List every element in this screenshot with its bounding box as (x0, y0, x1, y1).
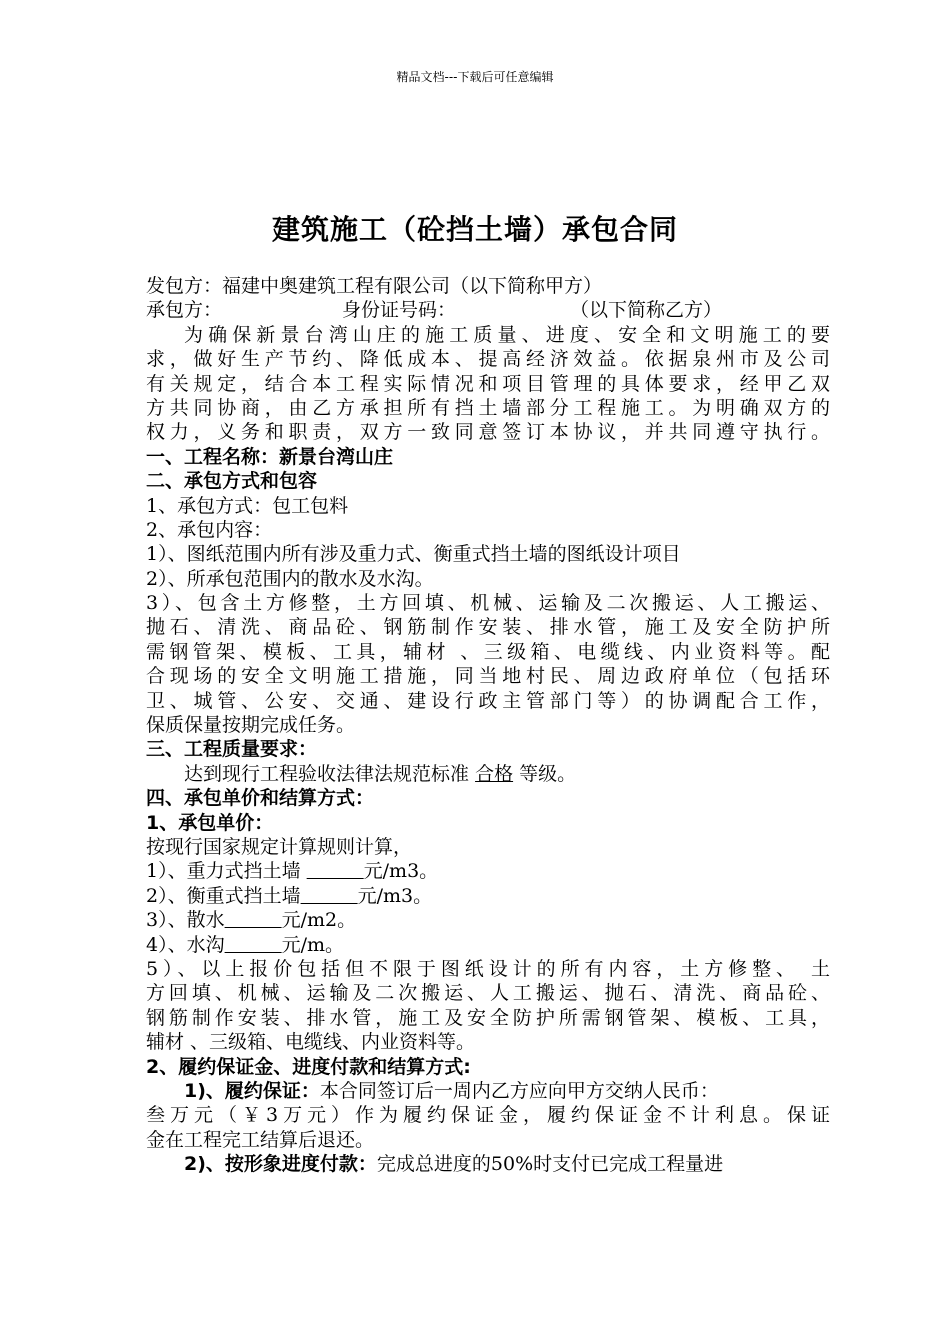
price-blank (225, 934, 282, 956)
price-scope-line: 辅材 、三级箱、电缆线、内业资料等。 (146, 1031, 476, 1054)
section-heading-1: 一、工程名称：新景台湾山庄 (146, 445, 394, 468)
progress-text: 完成总进度的50%时支付已完成工程量进 (376, 1153, 724, 1176)
content-item-line: 需钢管架、模板、工具，辅材 、三级箱、电缆线、内业资料等。配 (146, 640, 830, 663)
id-number-label: 身份证号码： (342, 299, 457, 322)
price-label: 1）、重力式挡土墙 (146, 860, 301, 883)
party-b (146, 298, 830, 322)
price-row (146, 908, 830, 932)
performance-bond (146, 1079, 830, 1103)
price-blank (301, 885, 358, 907)
price-scope-line: 方回填、机械、运输及二次搬运、人工搬运、抛石、清洗、商品砼、 (146, 982, 830, 1005)
quality-requirement (146, 762, 830, 786)
quality-text-end: 等级。 (519, 762, 577, 785)
content-item-line: 保质保量按期完成任务。 (146, 714, 356, 737)
section-heading-2: 二、承包方式和包容 (146, 470, 318, 493)
price-row (146, 933, 830, 957)
content-item: 2）、所承包范围内的散水及水沟。 (146, 567, 434, 590)
progress-label: 2)、按形象进度付款： (184, 1153, 377, 1176)
contract-content-label: 2、承包内容： (146, 518, 273, 541)
content-item-line: 抛石、清洗、商品砼、钢筋制作安装、排水管，施工及安全防护所 (146, 616, 830, 639)
performance-text: 本合同签订后一周内乙方应向甲方交纳人民币： (319, 1079, 719, 1102)
progress-payment (146, 1152, 830, 1176)
price-blank (307, 860, 364, 882)
price-scope-line: 钢筋制作安装、排水管，施工及安全防护所需钢管架、模板、工具， (146, 1006, 830, 1029)
payment-heading: 2、履约保证金、进度付款和结算方式: (146, 1055, 471, 1078)
price-row (146, 884, 830, 908)
price-unit: 元/m3。 (363, 860, 439, 883)
content-item-line: 3）、包含土方修整，土方回填、机械、运输及二次搬运、人工搬运、 (146, 592, 830, 615)
performance-line: 叁万元（￥3万元）作为履约保证金，履约保证金不计利息。保证 (146, 1104, 830, 1127)
contract-method: 1、承包方式：包工包料 (146, 494, 349, 517)
price-label: 2）、衡重式挡土墙 (146, 884, 301, 907)
quality-grade: 合格 (475, 762, 514, 785)
performance-line: 金在工程完工结算后退还。 (146, 1128, 375, 1151)
quality-text: 达到现行工程验收法律法规范标准 (184, 762, 470, 785)
price-label: 3）、散水 (146, 909, 225, 932)
party-b-note: （以下简称乙方） (570, 299, 723, 322)
pricing-basis: 按现行国家规定计算规则计算， (146, 835, 413, 858)
unit-price-heading: 1、承包单价： (146, 811, 274, 834)
content-item-line: 卫、城管、公安、交通、建设行政主管部门等）的协调配合工作， (146, 689, 830, 712)
header-note: 精品文档---下载后可任意编辑 (396, 70, 554, 84)
price-scope-line: 5）、以上报价包括但不限于图纸设计的所有内容，土方修整、 土 (146, 957, 830, 980)
price-row (146, 859, 830, 883)
price-blank (225, 909, 282, 931)
contract-body (146, 274, 830, 1176)
document-title: 建筑施工（砼挡土墙）承包合同 (271, 213, 678, 246)
content-item: 1）、图纸范围内所有涉及重力式、衡重式挡土墙的图纸设计项目 (146, 543, 681, 566)
preamble-line: 求，做好生产节约、降低成本、提高经济效益。依据泉州市及公司 (146, 348, 830, 371)
preamble-line: 有关规定，结合本工程实际情况和项目管理的具体要求，经甲乙双 (146, 372, 830, 395)
party-b-label: 承包方： (146, 299, 223, 322)
price-unit: 元/m3。 (357, 884, 433, 907)
section-heading-4: 四、承包单价和结算方式： (146, 787, 375, 810)
price-label: 4）、水沟 (146, 933, 225, 956)
price-unit: 元/m2。 (281, 909, 357, 932)
preamble-line: 权力，义务和职责，双方一致同意签订本协议，并共同遵守执行。 (146, 421, 830, 444)
preamble-line: 方共同协商，由乙方承担所有挡土墙部分工程施工。为明确双方的 (146, 396, 830, 419)
performance-label: 1)、履约保证： (184, 1079, 320, 1102)
content-item-line: 合现场的安全文明施工措施，同当地村民、周边政府单位（包括环 (146, 665, 830, 688)
price-unit: 元/m。 (281, 933, 345, 956)
party-a: 发包方：福建中奥建筑工程有限公司（以下简称甲方） (146, 275, 603, 297)
section-heading-3: 三、工程质量要求： (146, 738, 318, 761)
preamble-line: 为确保新景台湾山庄的施工质量、进度、安全和文明施工的要 (184, 323, 830, 346)
